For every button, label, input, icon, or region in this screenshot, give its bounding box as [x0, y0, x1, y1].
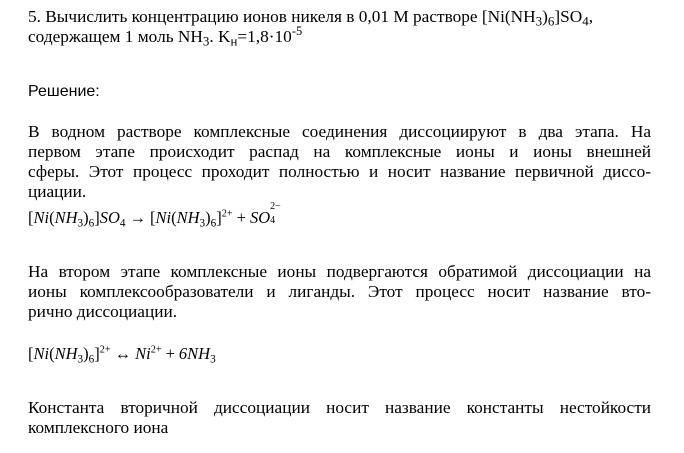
symbol: SO: [99, 208, 120, 227]
subscript: 6: [547, 13, 555, 29]
para1-line-4: циации.: [28, 182, 87, 201]
arrow-icon: →: [129, 208, 147, 227]
subscript: н: [230, 33, 238, 49]
symbol: SO: [249, 208, 271, 227]
paren: (: [49, 208, 55, 227]
subscript: 3: [199, 217, 206, 230]
subscript: 3: [210, 353, 216, 366]
text: =1,8·10: [237, 27, 292, 46]
subscript: 3: [77, 217, 84, 230]
subscript: 4: [270, 215, 276, 226]
para3-line-2: комплексного иона: [28, 418, 169, 437]
bracket: [: [150, 208, 156, 227]
paren: (: [171, 208, 177, 227]
paren: (: [49, 344, 55, 363]
paren: ): [83, 208, 89, 227]
plus-sign: +: [165, 344, 175, 363]
para3-line-1: Константа вторичной диссоциации носит название константы нестойкости: [28, 398, 651, 417]
para1-line-1: В водном растворе комплексные соединения диссоциируют в два этапа. На: [28, 122, 651, 141]
subscript: 3: [535, 13, 543, 29]
symbol: 6NH: [178, 344, 211, 363]
para2-line-1: На втором этапе комплексные ионы подвергаются обратимой диссоциации на: [28, 262, 651, 281]
superscript: 2+: [99, 344, 111, 356]
para2-line-2: ионы комплексообразователи и лиганды. Этот процесс носит название вто-: [28, 282, 651, 301]
para2-line-3: рично диссоциации.: [28, 302, 178, 321]
text: ,: [588, 7, 594, 26]
symbol: NH: [176, 208, 200, 227]
subscript: 6: [88, 217, 95, 230]
superscript: 2+: [150, 344, 162, 356]
symbol: NH: [54, 344, 78, 363]
text: ]SO: [554, 7, 583, 26]
text: . K: [209, 27, 231, 46]
bracket: ]: [216, 208, 222, 227]
symbol: Ni: [33, 208, 50, 227]
task-line-1: [28, 7, 593, 27]
subscript: 4: [119, 217, 126, 230]
equation-secondary-dissociation: [28, 344, 216, 364]
superscript: 2−: [270, 201, 281, 212]
paren: ): [83, 344, 89, 363]
double-arrow-icon: ↔: [114, 344, 132, 363]
solution-heading: Решение:: [28, 83, 100, 100]
bracket: [: [28, 208, 34, 227]
symbol: Ni: [155, 208, 172, 227]
plus-sign: +: [236, 208, 246, 227]
symbol: NH: [54, 208, 78, 227]
bracket: ]: [94, 344, 100, 363]
task-line-2: [28, 24, 303, 49]
para1-line-3: сферы. Этот процесс проходит полностью и носит название первичной диссо-: [28, 162, 651, 181]
superscript: 2+: [221, 208, 233, 220]
paren: ): [205, 208, 211, 227]
subscript: 6: [88, 353, 95, 366]
subscript: 3: [202, 33, 210, 49]
symbol: Ni: [33, 344, 50, 363]
subscript: 4: [582, 13, 589, 29]
sub-superscript: [270, 201, 284, 226]
subscript: 6: [210, 217, 217, 230]
symbol: Ni: [135, 344, 151, 363]
task-text: 5. Вычислить концентрацию ионов никеля в 0,01 М растворе [Ni(NH: [28, 7, 536, 26]
equation-primary-dissociation: [28, 201, 284, 230]
superscript: -5: [291, 24, 303, 39]
bracket: [: [28, 344, 34, 363]
bracket: ]: [94, 208, 100, 227]
subscript: 3: [77, 353, 84, 366]
text: ): [542, 7, 548, 26]
task-text: содержащем 1 моль NH: [28, 27, 203, 46]
para1-line-2: первом этапе происходит распад на комплексные ионы и ионы внешней: [28, 142, 651, 161]
